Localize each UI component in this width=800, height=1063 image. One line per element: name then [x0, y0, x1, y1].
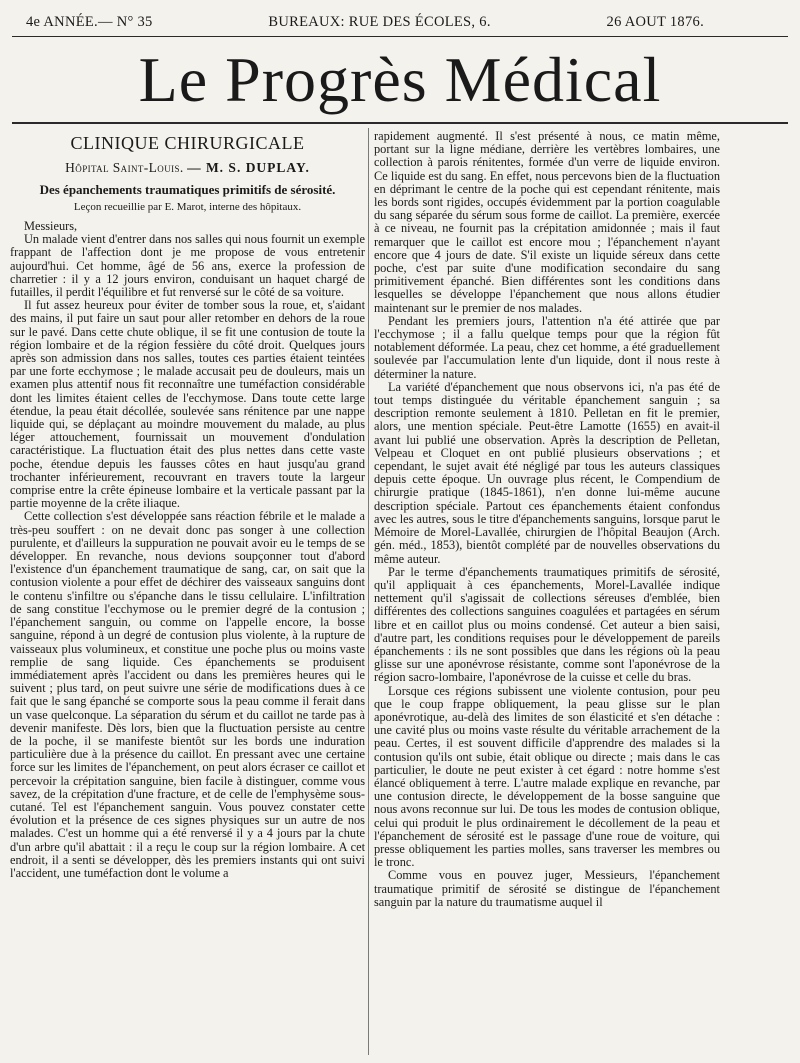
office-address: BUREAUX: RUE DES ÉCOLES, 6.: [268, 14, 491, 30]
paragraph: Cette collection s'est développée sans réaction fébrile et le malade a très-peu souffert : on ne devait donc pas songer à une collection purulente, et d'ailleurs la suppuration ne pouvait avoir eu le temps de se développer. En revanche, nous devions soupçonner tout d'abord l'existence d'un épanchement traumatique de sang, car, on sait que la contusion violente a pour effet de déchirer des vaisseaux sanguins dont le contenu s'infiltre ou s'épanche dans le tissu cellulaire. L'infiltration de sang constitue l'ecchymose ou le premier degré de la contusion ; l'épanchement sanguin, ou comme on l'appelle encore, la bosse sanguine, répond à un degré de contusion plus violente, à la rupture de vaisseaux plus volumineux, et constitue une poche plus ou moins vaste remplie de sang liquide. Ces épanchements se produisent immédiatement après l'accident ou dans les premières heures qui le suivent ; plus tard, on peut suivre une série de modifications dues à ce fait que le sang épanché se comporte sous la peau comme il ferait dans un vase quelconque. La séparation du sérum et du caillot ne tarde pas à devenir manifeste. Dès lors, bien que la fluctuation persiste au centre de la poche, il se manifeste bientôt sur les bords une induration particulière due à la présence du caillot. En pressant avec une certaine force sur les limites de l'épanchement, on peut alors écraser ce caillot et percevoir la crépitation sanguine, bien facile à distinguer, comme vous savez, de la crépitation d'une fracture, et de celle de l'emphysème sous-cutané. Tel est l'épanchement sanguin. Vous pouvez constater cette évolution et la présence de ces signes physiques sur un autre de nos malades. C'est un homme qui a été renversé il y a 4 jours par la chute d'un arbre qu'il abattait : il a reçu le coup sur la région lombaire. A cet endroit, il a senti se développer, dès les premiers instants qui ont suivi l'accident, une tuméfaction dont le volume a: [10, 509, 365, 880]
paragraph: Lorsque ces régions subissent une violente contusion, pour peu que le coup frappe obliquement, la peau glisse sur le plan aponévrotique, au-delà des limites de son élasticité et s'en détache : une cavité plus ou moins vaste résulte du véritable arrachement de la peau. Certes, il est souvent difficile d'apprendre des malades si la contusion qu'ils ont subie, était oblique ou directe ; mais dans le cas particulier, le doute ne peut exister à cet égard : notre homme s'est élancé obliquement à terre. L'autre malade explique en revanche, par une contusion directe, le développement de la bosse sanguine que nous avons reconnue sur lui. De tous les modes de contusion oblique, celui qui produit le plus ordinairement le décollement de la peau et l'épanchement de sérosité est le passage d'une roue de voiture, qui presse obliquement les parties molles, sans traverser les membres ou le tronc.: [374, 683, 720, 870]
masthead-rule: [12, 122, 788, 124]
salutation: Messieurs,: [24, 219, 78, 233]
column-divider: [368, 128, 369, 1055]
article-title: Des épanchements traumatiques primitifs de sérosité.: [39, 182, 336, 197]
professor-name: — M. S. DUPLAY.: [187, 160, 310, 175]
hospital-name: Hôpital Saint-Louis.: [65, 160, 184, 175]
section-title: CLINIQUE CHIRURGICALE: [70, 133, 305, 153]
paragraph: rapidement augmenté. Il s'est présenté à nous, ce matin même, portant sur la ligne médiane, derrière les vertèbres lombaires, une collection à parois rénitentes, formée d'un verre de liquide environ. Ce liquide est du sang. En effet, nous percevons bien de la fluctuation en déprimant le centre de la poche qui est cependant rénitente, mais les bords sont rigides, occupés évidemment par la portion coagulable du sang séparée du sérum sous forme de caillot. La première, exercée à ce niveau, ne fournit pas la crépitation amidonnée ; mais il faut remarquer que le caillot est encore mou ; l'épanchement n'ayant encore que 4 jours de date. S'il existe un liquide séreux dans cette poche, c'est par suite d'une modification secondaire du sang primitivement épanché. Bien différentes sont les conditions dans lesquelles se développe l'épanchement que nous allons étudier maintenant sur le premier de nos malades.: [374, 130, 720, 315]
issue-date: 26 AOUT 1876.: [606, 14, 704, 30]
left-column: [10, 130, 365, 1055]
issue-header: [26, 14, 704, 31]
paragraph: Pendant les premiers jours, l'attention n'a été attirée que par l'ecchymose ; il a fallu quelque temps pour que la région fût notablement déformée. La peau, chez cet homme, a été graduellement soulevée par l'accumulation lente d'un liquide, dont il nous reste à déterminer la nature.: [374, 313, 720, 381]
paragraph: Comme vous en pouvez juger, Messieurs, l'épanchement traumatique primitif de sérosité se distingue de l'épanchement sanguin par la nature du traumatisme auquel il: [374, 868, 720, 909]
lecture-note: Leçon recueillie par E. Marot, interne des hôpitaux.: [73, 201, 302, 213]
paragraph: La variété d'épanchement que nous observons ici, n'a pas été de tout temps distinguée du véritable épanchement sanguin ; sa description remonte seulement à 1810. Pelletan en fit le premier, alors, une mention spéciale. Peut-être Lamotte (1655) en avait-il avant lui publié une observation. Après la description de Pelletan, Velpeau et Cloquet en ont publié plusieurs observations ; et cependant, le sujet avait été négligé par tous les auteurs classiques depuis cette époque. Un ouvrage plus récent, le Compendium de chirurgie pratique (1845-1861), n'en donne lui-même aucune description spéciale. Partout ces épanchements étaient confondus avec les autres, sous le titre d'épanchements sanguins, lorsque parut le Mémoire de Morel-Lavallée, chirurgien de l'hôpital Beaujon (Arch. gén. méd., 1853), bientôt complété par de nouvelles observations du même auteur.: [374, 379, 720, 566]
paragraph: Par le terme d'épanchements traumatiques primitifs de sérosité, qu'il appliquait à ces épanchements, Morel-Lavallée indique nettement qu'il s'agissait de collections séreuses d'emblée, bien différentes des collections sanguines coagulées et partagées en sérum libre et en caillot plus ou moins condensé. Cet auteur a bien saisi, d'autre part, les conditions requises pour le développement de pareils épanchements : ils ne sont possibles que dans les régions où la peau glisse sur une aponévrose résistante, comme sont l'aponévrose de la région sacro-lombaire, l'aponévrose de la cuisse et celle du bras.: [374, 564, 720, 685]
paragraph: Un malade vient d'entrer dans nos salles qui nous fournit un exemple frappant de l'affection dont je me propose de vous entretenir aujourd'hui. Cet homme, âgé de 56 ans, exerce la profession de charretier : il y a 12 jours environ, conduisant un haquet chargé de futailles, il perdit l'équilibre et fut renversé sur le côté de sa voiture.: [10, 232, 365, 300]
masthead-title: Le Progrès Médical: [138, 44, 662, 115]
issue-number: 4e ANNÉE.— N° 35: [26, 14, 153, 30]
right-column: [374, 130, 720, 1055]
paragraph: Il fut assez heureux pour éviter de tomber sous la roue, et, s'aidant des mains, il put faire un saut pour aller retomber en dehors de la roue sur le pavé. Dans cette chute oblique, il se fit une contusion de toute la région lombaire et de la région fessière du côté droit. Quelques jours après son admission dans nos salles, toutes ces parties étaient teintées par une forte ecchymose ; le malade accusait peu de douleurs, mais un examen plus attentif nous fit reconnaître une tuméfaction considérable dont les limites étaient celles de l'ecchymose. Dans toute cette large étendue, la peau était décollée, soulevée sans rénitence par une nappe liquide qui, se déplaçant au moindre mouvement du malade, au plus léger attouchement, fournissait un mouvement d'ondulation caractéristique. La fluctuation était des plus nettes dans cette vaste poche, étendue depuis les fausses côtes en haut jusqu'au grand trochanter inférieurement, recouvrant en travers toute la largeur comprise entre la crête épineuse lombaire et la verticale passant par la partie moyenne de la crête iliaque.: [10, 298, 365, 511]
hospital-line: [10, 160, 365, 176]
header-rule: [12, 36, 788, 37]
